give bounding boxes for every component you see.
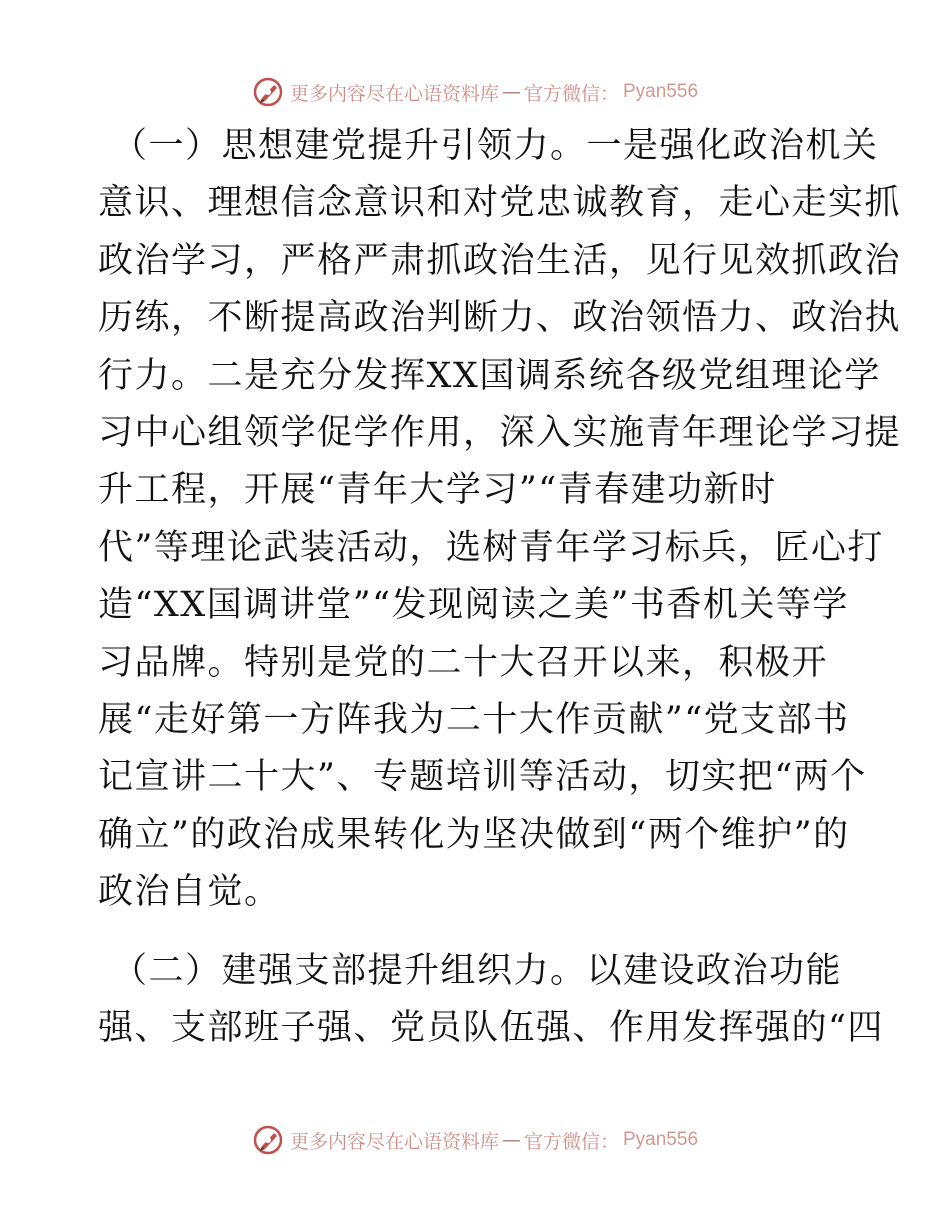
text-line: （一）思想建党提升引领力。一是强化政治机关 xyxy=(112,126,879,166)
text-line: 历练，不断提高政治判断力、政治领悟力、政治执 xyxy=(98,298,902,339)
paragraph-2 xyxy=(98,943,884,1058)
text-line: 升工程，开展“青年大学习”“青春建功新时 xyxy=(98,470,777,511)
watermark-wechat-id: Pyan556 xyxy=(623,1129,699,1150)
text-line: 展“走好第一方阵我为二十大作贡献”“党支部书 xyxy=(98,700,850,741)
text-line: 确立”的政治成果转化为坚决做到“两个维护”的 xyxy=(98,814,850,855)
watermark-text: 更多内容尽在心语资料库 xyxy=(289,1130,499,1153)
footer-watermark xyxy=(0,1120,950,1160)
pen-logo-icon xyxy=(252,1124,284,1156)
text-line: 习中心组领学促学作用，深入实施青年理论学习提 xyxy=(98,413,902,454)
text-line: 政治学习，严格严肃抓政治生活，见行见效抓政治 xyxy=(98,240,902,281)
text-line: 意识、理想信念意识和对党忠诚教育，走心走实抓 xyxy=(98,183,902,224)
watermark-wechat-label: 官方微信： xyxy=(523,82,619,105)
header-watermark xyxy=(0,72,950,112)
text-line: 政治自觉。 xyxy=(98,872,281,913)
pen-logo-icon xyxy=(252,76,284,108)
watermark-separator: — xyxy=(501,81,521,103)
document-body xyxy=(98,118,902,1058)
text-line: 强、支部班子强、党员队伍强、作用发挥强的“四 xyxy=(98,1008,884,1049)
watermark-separator: — xyxy=(501,1129,521,1151)
text-line: 记宣讲二十大”、专题培训等活动，切实把“两个 xyxy=(98,757,867,798)
text-line: 代”等理论武装活动，选树青年学习标兵，匠心打 xyxy=(98,527,884,568)
text-line: （二）建强支部提升组织力。以建设政治功能 xyxy=(112,950,843,991)
watermark-text: 更多内容尽在心语资料库 xyxy=(289,82,499,105)
text-line: 造“XX国调讲堂”“发现阅读之美”书香机关等学 xyxy=(98,585,849,626)
paragraph-1 xyxy=(98,118,902,922)
text-line: 习品牌。特别是党的二十大召开以来，积极开 xyxy=(98,642,829,683)
watermark-wechat-label: 官方微信： xyxy=(523,1130,619,1153)
watermark-wechat-id: Pyan556 xyxy=(623,81,699,102)
text-line: 行力。二是充分发挥XX国调系统各级党组理论学 xyxy=(98,355,881,396)
